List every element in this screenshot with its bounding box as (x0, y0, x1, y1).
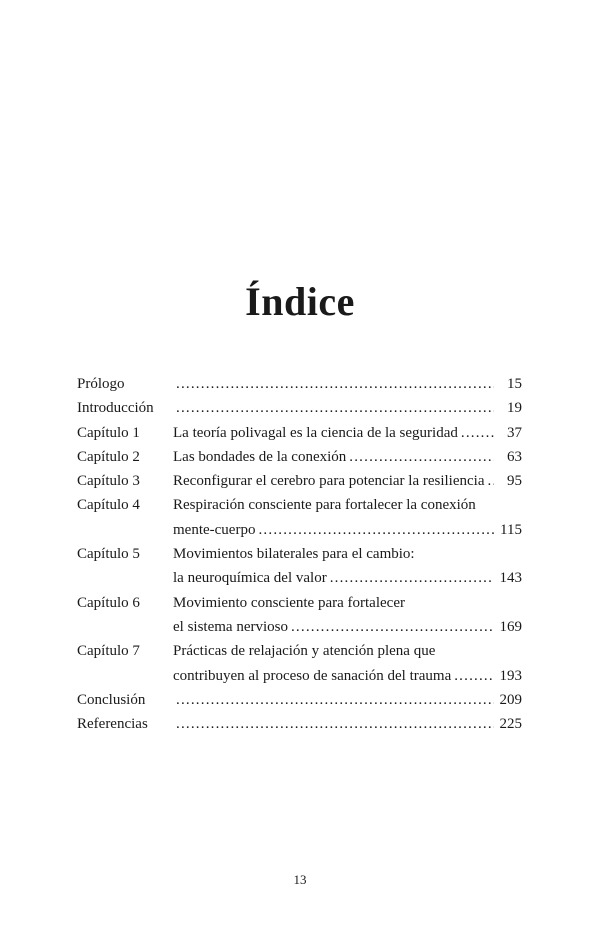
toc-entry-label: Referencias (77, 716, 148, 733)
toc-entry-label: Capítulo 3 (77, 473, 140, 490)
page-number: 13 (293, 872, 307, 887)
toc-entry-page: 19 (507, 400, 522, 417)
toc-entry-capitulo-6 (77, 591, 522, 640)
toc-entry-referencias (77, 712, 522, 736)
table-of-contents (77, 372, 522, 736)
toc-entry-label: Capítulo 1 (77, 424, 140, 441)
toc-entry-title: La teoría polivagal es la ciencia de la seguridad (173, 424, 458, 441)
toc-entry-capitulo-2 (77, 445, 522, 469)
toc-entry-label: Capítulo 7 (77, 643, 140, 660)
toc-entry-capitulo-1 (77, 421, 522, 445)
toc-entry-introduccion (77, 396, 522, 420)
toc-leader-dots (176, 372, 494, 396)
toc-entry-label: Introducción (77, 400, 154, 417)
toc-leader-dots (291, 615, 494, 639)
toc-entry-label: Capítulo 4 (77, 497, 140, 514)
toc-entry-label: Conclusión (77, 691, 146, 708)
page-title: Índice (245, 278, 355, 324)
toc-entry-page: 15 (507, 376, 522, 392)
toc-leader-dots (349, 445, 494, 469)
toc-leader-dots (176, 396, 494, 420)
toc-leader-dots (176, 712, 494, 736)
toc-leader-dots (176, 688, 494, 712)
toc-entry-capitulo-4 (77, 493, 522, 542)
toc-entry-title-continued: el sistema nervioso (173, 618, 288, 635)
toc-entry-label: Prólogo (77, 376, 125, 392)
toc-entry-title: Prácticas de relajación y atención plena que (173, 643, 436, 660)
toc-leader-dots (454, 664, 493, 688)
toc-entry-title: Las bondades de la conexión (173, 448, 347, 465)
toc-entry-page: 225 (499, 716, 522, 733)
toc-entry-capitulo-7 (77, 639, 522, 688)
toc-entry-page: 209 (499, 691, 522, 708)
toc-leader-dots (488, 469, 495, 493)
toc-entry-title: Reconfigurar el cerebro para potenciar la resiliencia (173, 473, 485, 490)
toc-entry-page: 169 (499, 618, 522, 635)
toc-entry-title: Movimientos bilaterales para el cambio: (173, 546, 415, 563)
toc-entry-capitulo-3 (77, 469, 522, 493)
toc-entry-label: Capítulo 2 (77, 448, 140, 465)
toc-entry-title-continued: contribuyen al proceso de sanación del trauma (173, 667, 452, 684)
toc-entry-capitulo-5 (77, 542, 522, 591)
toc-entry-label: Capítulo 5 (77, 546, 140, 563)
toc-leader-dots (258, 518, 494, 542)
toc-entry-page: 193 (499, 667, 522, 684)
toc-entry-page: 95 (507, 473, 522, 490)
toc-entry-page: 37 (507, 424, 522, 441)
toc-leader-dots (461, 421, 494, 445)
toc-entry-title: Respiración consciente para fortalecer la conexión (173, 497, 476, 514)
toc-entry-title-continued: la neuroquímica del valor (173, 570, 327, 587)
toc-entry-title: Movimiento consciente para fortalecer (173, 594, 405, 611)
toc-entry-page: 63 (507, 448, 522, 465)
toc-entry-page: 143 (499, 570, 522, 587)
toc-entry-page: 115 (500, 521, 522, 538)
toc-leader-dots (330, 566, 494, 590)
toc-entry-prologo (77, 372, 522, 396)
toc-entry-title-continued: mente-cuerpo (173, 521, 256, 538)
toc-entry-label: Capítulo 6 (77, 594, 140, 611)
toc-entry-conclusion (77, 688, 522, 712)
